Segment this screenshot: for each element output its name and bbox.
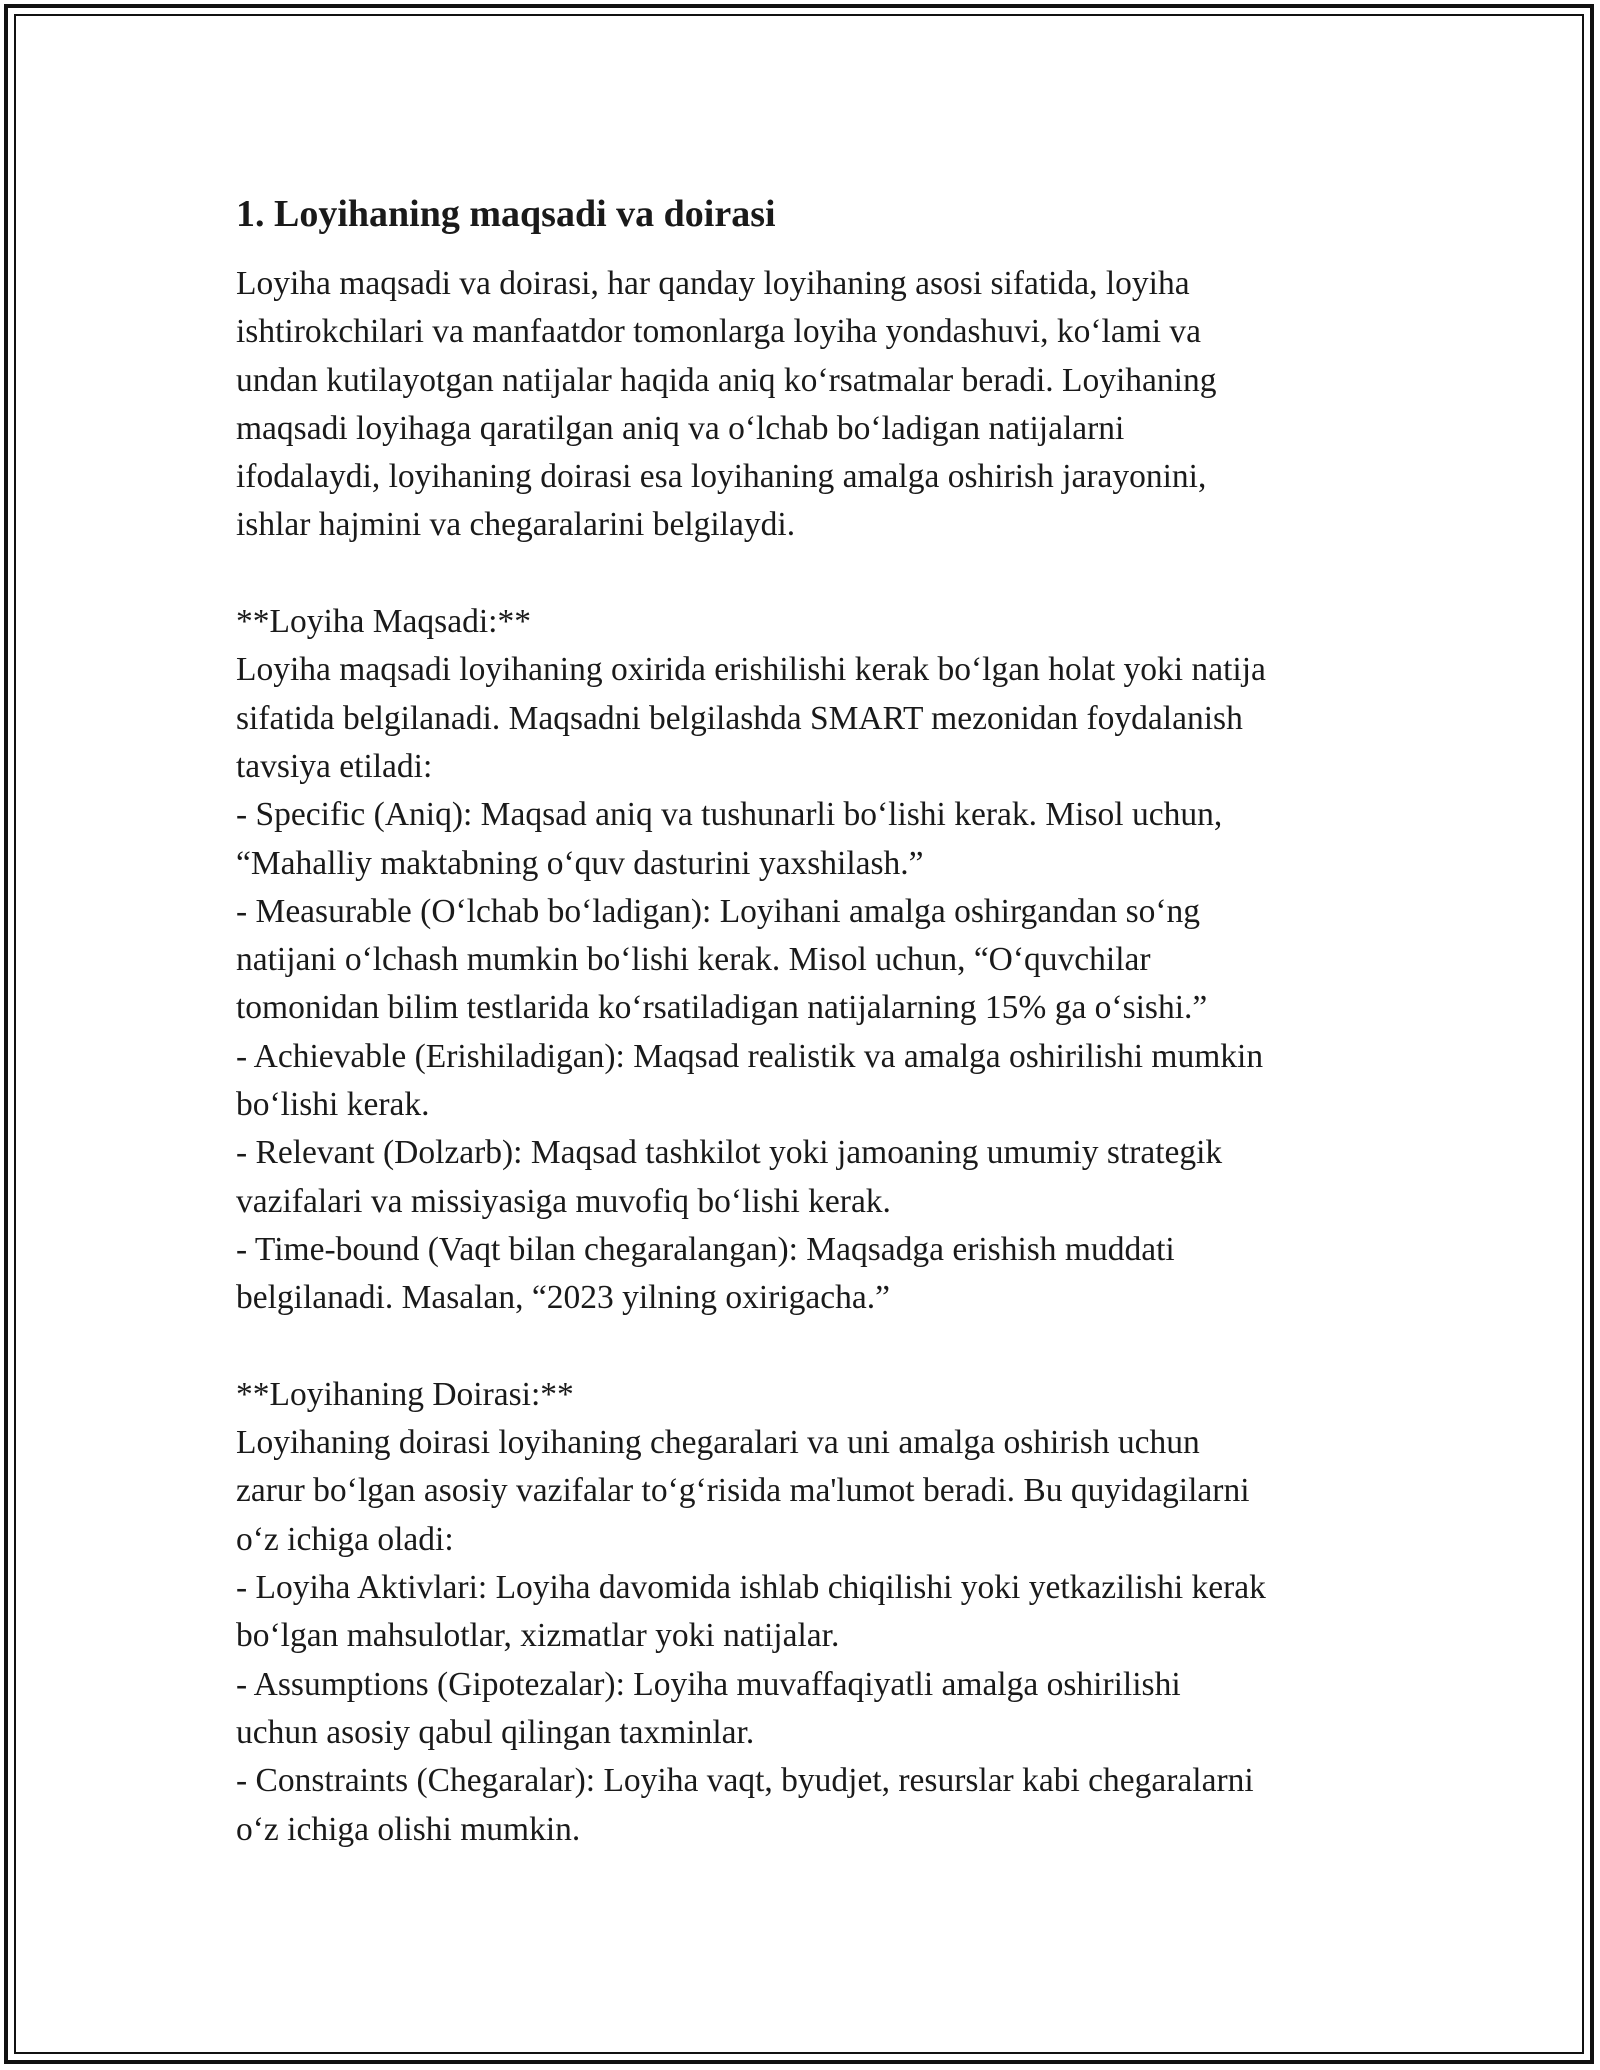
goal-line: sifatida belgilanadi. Maqsadni belgilashda SMART mezonidan foydalanish	[236, 699, 1243, 737]
intro-line: ifodalaydi, loyihaning doirasi esa loyihaning amalga oshirish jarayonini,	[236, 458, 1207, 496]
scope-line: - Loyiha Aktivlari: Loyiha davomida ishlab chiqilishi yoki yetkazilishi kerak	[236, 1569, 1266, 1607]
goal-line: natijani o‘lchash mumkin bo‘lishi kerak. Misol uchun, “O‘quvchilar	[236, 941, 1151, 979]
goal-line: vazifalari va missiyasiga muvofiq bo‘lishi kerak.	[236, 1182, 891, 1220]
goal-line: belgilanadi. Masalan, “2023 yilning oxirigacha.”	[236, 1279, 890, 1317]
scope-line: - Assumptions (Gipotezalar): Loyiha muvaffaqiyatli amalga oshirilishi	[236, 1665, 1181, 1703]
scope-line: o‘z ichiga oladi:	[236, 1520, 454, 1558]
goal-heading: **Loyiha Maqsadi:**	[236, 603, 531, 641]
intro-line: ishtirokchilari va manfaatdor tomonlarga loyiha yondashuvi, ko‘lami va	[236, 313, 1202, 351]
goal-line: “Mahalliy maktabning o‘quv dasturini yaxshilash.”	[236, 844, 924, 882]
goal-line: - Time-bound (Vaqt bilan chegaralangan): Maqsadga erishish muddati	[236, 1230, 1175, 1268]
scope-line: uchun asosiy qabul qilingan taxminlar.	[236, 1713, 755, 1751]
intro-line: maqsadi loyihaga qaratilgan aniq va o‘lchab bo‘ladigan natijalarni	[236, 409, 1125, 447]
goal-line: - Achievable (Erishiladigan): Maqsad realistik va amalga oshirilishi mumkin	[236, 1037, 1264, 1075]
scope-line: zarur bo‘lgan asosiy vazifalar to‘g‘risida ma'lumot beradi. Bu quyidagilarni	[236, 1472, 1250, 1510]
goal-section	[236, 598, 1376, 1322]
goal-line: - Measurable (O‘lchab bo‘ladigan): Loyihani amalga oshirgandan so‘ng	[236, 892, 1201, 930]
intro-line: undan kutilayotgan natijalar haqida aniq ko‘rsatmalar beradi. Loyihaning	[236, 361, 1217, 399]
document-body	[236, 186, 1376, 1854]
goal-line: tavsiya etiladi:	[236, 747, 433, 785]
goal-line: Loyiha maqsadi loyihaning oxirida erishilishi kerak bo‘lgan holat yoki natija	[236, 651, 1266, 689]
goal-line: tomonidan bilim testlarida ko‘rsatiladigan natijalarning 15% ga o‘sishi.”	[236, 989, 1208, 1027]
scope-section	[236, 1371, 1376, 1854]
scope-line: Loyihaning doirasi loyihaning chegaralari va uni amalga oshirish uchun	[236, 1424, 1200, 1462]
page-title: 1. Loyihaning maqsadi va doirasi	[236, 193, 776, 235]
goal-line: - Specific (Aniq): Maqsad aniq va tushunarli bo‘lishi kerak. Misol uchun,	[236, 796, 1223, 834]
scope-heading: **Loyihaning Doirasi:**	[236, 1375, 574, 1413]
scope-line: bo‘lgan mahsulotlar, xizmatlar yoki natijalar.	[236, 1617, 840, 1655]
scope-line: - Constraints (Chegaralar): Loyiha vaqt, byudjet, resurslar kabi chegaralarni	[236, 1762, 1254, 1800]
goal-line: bo‘lishi kerak.	[236, 1086, 430, 1124]
scope-line: o‘z ichiga olishi mumkin.	[236, 1810, 581, 1848]
blank-line	[236, 550, 1376, 598]
intro-line: Loyiha maqsadi va doirasi, har qanday loyihaning asosi sifatida, loyiha	[236, 265, 1190, 302]
blank-line	[236, 1323, 1376, 1371]
goal-line: - Relevant (Dolzarb): Maqsad tashkilot yoki jamoaning umumiy strategik	[236, 1134, 1223, 1172]
intro-line: ishlar hajmini va chegaralarini belgilaydi.	[236, 506, 796, 544]
intro-paragraph	[236, 260, 1376, 550]
